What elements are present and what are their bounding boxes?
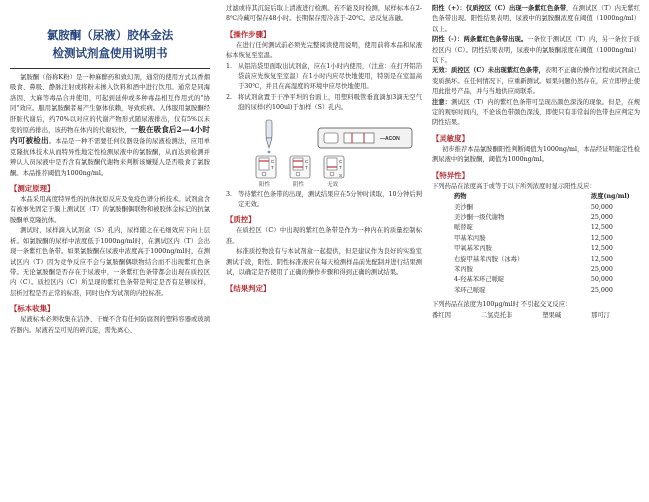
sensitivity-paragraph: 初步推荐本品氯胺酮阳性判断阈值为1000ng/ml，本品经证明能定性检测尿液中的氯胺酮，阈值为1000ng/ml。 xyxy=(432,145,641,164)
figure-label-positive: 阳性 xyxy=(259,181,271,188)
table-row xyxy=(432,234,640,244)
table-cell-concentration: 25,000 xyxy=(590,286,613,294)
specificity-table xyxy=(432,192,640,296)
step-3 xyxy=(226,190,422,211)
label-c-2: C xyxy=(305,158,309,164)
result-positive xyxy=(432,4,640,35)
label-c-3: C xyxy=(339,158,343,164)
step-1 xyxy=(226,62,422,93)
principle-paragraph-2: 测试时，尿样滴入试剂盒（S）孔内，尿样随之在毛细效应下向上层析。如氯胺酮的尿样中浓度低于1000ng/ml时，在测试区内（T）会出现一条紫红色条带。如果氯胺酮在尿液中浓度高于1000ng/ml时，在测试区内（T）因为竞争反应不会与氯胺酮偶联物结合而不出现紫红色条带。无论氯胺酮是否存在于尿液中，一条紫红色条带都会出现在质控区内（C）。质控区内（C）所呈现的紫红色条带是判定是否有足够尿样，层析过程是否正常的标准，同时也作为试剂的内控标准。 xyxy=(10,227,210,297)
result-note xyxy=(432,98,640,129)
dropper-icon xyxy=(266,120,272,153)
steps-intro: 在进行任何测试前必须先完整阅读使用说明，使用前将本品和尿液标本恢复至室温。 xyxy=(226,41,422,60)
negative-label: 阴性（-）：两条紫红色条带出现。 xyxy=(432,36,528,44)
table-header-row xyxy=(432,192,640,202)
table-row xyxy=(432,255,640,265)
cassette-invalid xyxy=(324,156,344,178)
table-cell-drug: 右旋甲基苯丙胺（冰毒） xyxy=(454,255,524,263)
step-2-text: 将试剂盒置于干净平坦的台面上，用塑料吸管垂直滴加3滴无空气泡的尿样(约100ul)于加样（S）孔内。 xyxy=(238,93,422,112)
negative-text: 一条位于测试区（T）内，另一条位于质控区内（C）。阴性结果表明，尿液中的氯胺酮浓度在阈值（1000ng/ml）以下。 xyxy=(432,36,641,65)
figure-label-invalid: 无效 xyxy=(327,181,339,188)
label-c-1: C xyxy=(271,158,275,164)
qc-paragraph-1: 在质控区（C）中出现的紫红色条带是作为一种内在的质量控制标准。 xyxy=(226,227,422,245)
result-invalid xyxy=(432,66,640,97)
column-2 xyxy=(226,4,422,295)
step-2 xyxy=(226,93,422,114)
table-cell-drug: 4-羟基苯环己哌啶 xyxy=(454,276,505,284)
label-t-1: T xyxy=(271,164,274,170)
step-1-number: 1. xyxy=(226,62,233,70)
sample-paragraph: 尿液标本必须收集在洁净、干燥不含有任何防腐剂的塑料容器或玻璃容器内。尿液若呈可见的碎沉淀，需先离心、 xyxy=(10,316,210,334)
label-t-2: T xyxy=(305,164,308,170)
note-text: 测试区（T）内的紫红色条带可呈现出颜色深浅的现象。但是，在规定的观察时间内，不论该色带颜色深浅，即使只有非常弱的色带也应判定为阴性结果。 xyxy=(432,98,641,127)
result-heading: 【结果判定】 xyxy=(226,283,271,293)
intro-detect-window: 一般在吸食后2—4小时内可被检出 xyxy=(10,125,210,146)
table-cell-concentration: 12,500 xyxy=(590,255,613,263)
cassette-positive xyxy=(256,156,276,178)
positive-label: 阳性（+）：仅质控区（C）出现一条紫红色条带 xyxy=(432,5,567,12)
doc-title-line2: 检测试剂盒使用说明书 xyxy=(52,46,168,60)
table-cell-drug: 美沙酮一级代谢物 xyxy=(454,213,505,221)
table-row xyxy=(432,275,640,285)
table-row xyxy=(432,244,640,254)
figure-label-negative: 阴性 xyxy=(293,181,305,188)
table-cell-concentration: 12,500 xyxy=(590,234,613,242)
table-header-conc: 浓度(ng/ml) xyxy=(590,193,630,201)
table-cell-drug: 甲基苯丙胺 xyxy=(454,234,486,242)
step-2-number: 2. xyxy=(226,93,233,101)
brand-label: —ACON xyxy=(380,135,400,142)
sensitivity-heading: 【灵敏度】 xyxy=(432,133,469,143)
specificity-intro: 下列药品在浓度高于或等于以下所列浓度时显示阳性反应： xyxy=(432,182,596,190)
table-cell-drug: 苯环己哌啶 xyxy=(454,286,486,294)
principle-paragraph-1: 本品采用高度特异性的抗体抗原反应及免疫色谱分析技术。试剂盒含有被事先固定于膜上测试区（T）的氯胺酮偶联物和被胶体金标记的抗氯胺酮单克隆抗体。 xyxy=(10,196,210,224)
table-row xyxy=(432,286,640,296)
test-cassette-diagram xyxy=(226,118,422,188)
intro-paragraph xyxy=(10,73,210,179)
qc-paragraph-2: 标准质控物没有与本试剂盒一起提供，但是建议作为良好的实验室测试手段，阳性、阴性标准液应在每天检测样品前先配制并进行结果测试，以确定是否使用了正确的操作步骤和得到正确的测试结果。 xyxy=(226,248,422,277)
cross-reactivity-intro: 下列药品在浓度为100μg/ml时 不引起交叉反应： xyxy=(432,301,572,309)
cross-reactivity-item: 二氢克托非 xyxy=(480,311,513,319)
invalid-label: 无效：质控区（C）未出现紫红色条带， xyxy=(432,67,545,75)
invalid-text: 表明不正确的操作过程或试剂盒已变质损坏。在任何情况下，应重新测试。如果问题仍然存在，应立即停止使用此批号产品，并与当地供应商联系。 xyxy=(432,67,641,96)
label-t-3: T xyxy=(339,164,342,170)
table-row xyxy=(432,223,640,233)
table-cell-drug: 哌替啶 xyxy=(454,224,473,232)
table-cell-concentration: 12,500 xyxy=(590,224,613,232)
table-cell-concentration: 50,000 xyxy=(590,203,613,211)
cross-reactivity-item: 番红因 xyxy=(432,311,451,319)
qc-heading: 【质控】 xyxy=(226,215,256,225)
table-cell-concentration: 50,000 xyxy=(590,276,613,284)
step-3-text: 等待紫红色条带的出现，测试结果应在5分钟时读取，10分钟后判定无效。 xyxy=(238,190,422,209)
principle-heading: 【测定原理】 xyxy=(10,184,55,194)
intro-text-2: 。本品是一种不需要任何仪器设备的尿液检测法，应用单克隆抗体技术从而特异性地定性检测尿液中的氯胺酮，从而达到检测并辨认人员尿液中是否含有氯胺酮代谢物来判断该嫌疑人是否吸食了氯胺酮。本品推荐阈值为1000ng/ml。 xyxy=(10,138,211,177)
table-row xyxy=(432,213,640,223)
cross-reactivity-item: 那可汀 xyxy=(591,311,610,319)
table-cell-concentration: 25,000 xyxy=(590,213,613,221)
result-illustration xyxy=(226,118,422,188)
table-cell-concentration: 25,000 xyxy=(590,265,613,273)
table-row xyxy=(432,265,640,275)
intro-text-1: 氯胺酮（俗称K粉）是一种麻醉药和致幻剂，通常的使用方式以香烟吸食、鼻吸、静脉注射或将粉末掺入饮料和酒中进行饮用。通常是同海洛因、大麻等毒品合并使用，可起到延伸或多种毒品相互作用式的"协同"效应。服用氯胺酮者易产生躯体依赖，导致疾病。人体服用氯胺酮经肝脏代谢后，约70%以对应的代谢产物形式随尿液排出，仅有5%以未变的原药排出，该药物在体内的代谢较快， xyxy=(10,74,210,135)
table-cell-drug: 苯丙胺 xyxy=(454,265,473,273)
column-1 xyxy=(10,4,210,336)
table-cell-concentration: 12,500 xyxy=(590,245,613,253)
positive-text: ，在测试区（T）内无紫红色条带出现。阳性结果表明，尿液中的氯胺酮浓度在阈值（1000ng/ml）以上。 xyxy=(432,5,640,33)
sample-heading: 【标本收集】 xyxy=(10,304,55,314)
cassette-negative xyxy=(290,156,310,178)
table-header-drug: 药物 xyxy=(454,193,467,201)
step-3-number: 3. xyxy=(226,190,233,198)
table-row xyxy=(432,203,640,213)
cross-reactivity-list xyxy=(432,311,640,321)
doc-title-line1: 氯胺酮（尿液）胶体金法 xyxy=(46,28,174,42)
steps-heading: 【操作步骤】 xyxy=(226,29,271,39)
column-3 xyxy=(432,4,640,321)
table-cell-drug: 甲氧基苯丙胺 xyxy=(454,245,492,253)
result-negative xyxy=(432,35,640,66)
specificity-heading: 【特异性】 xyxy=(432,170,469,180)
sample-continued: 过滤或待其沉淀后取上清液进行检测。若不能及时检测，尿样标本在2-8℃冷藏可保存48小时。长期保存需冷冻于-20℃。忌反复冻融。 xyxy=(226,5,422,23)
note-label: 注意： xyxy=(432,98,452,106)
cassette-large xyxy=(318,128,412,148)
label-s: S xyxy=(339,172,343,178)
table-cell-drug: 美沙酮 xyxy=(454,203,473,211)
cross-reactivity-item: 塑果碱 xyxy=(542,311,562,319)
title-divider xyxy=(10,68,210,69)
step-1-text: 从铝箔袋里面取出试剂盒，应在1小时内使用，（注意：在打开铝箔袋前应先恢复至室温）在1小时内应尽快地使用，特别是在室温高于30℃，并且在高湿度的环境中应尽快地使用。 xyxy=(238,62,422,91)
